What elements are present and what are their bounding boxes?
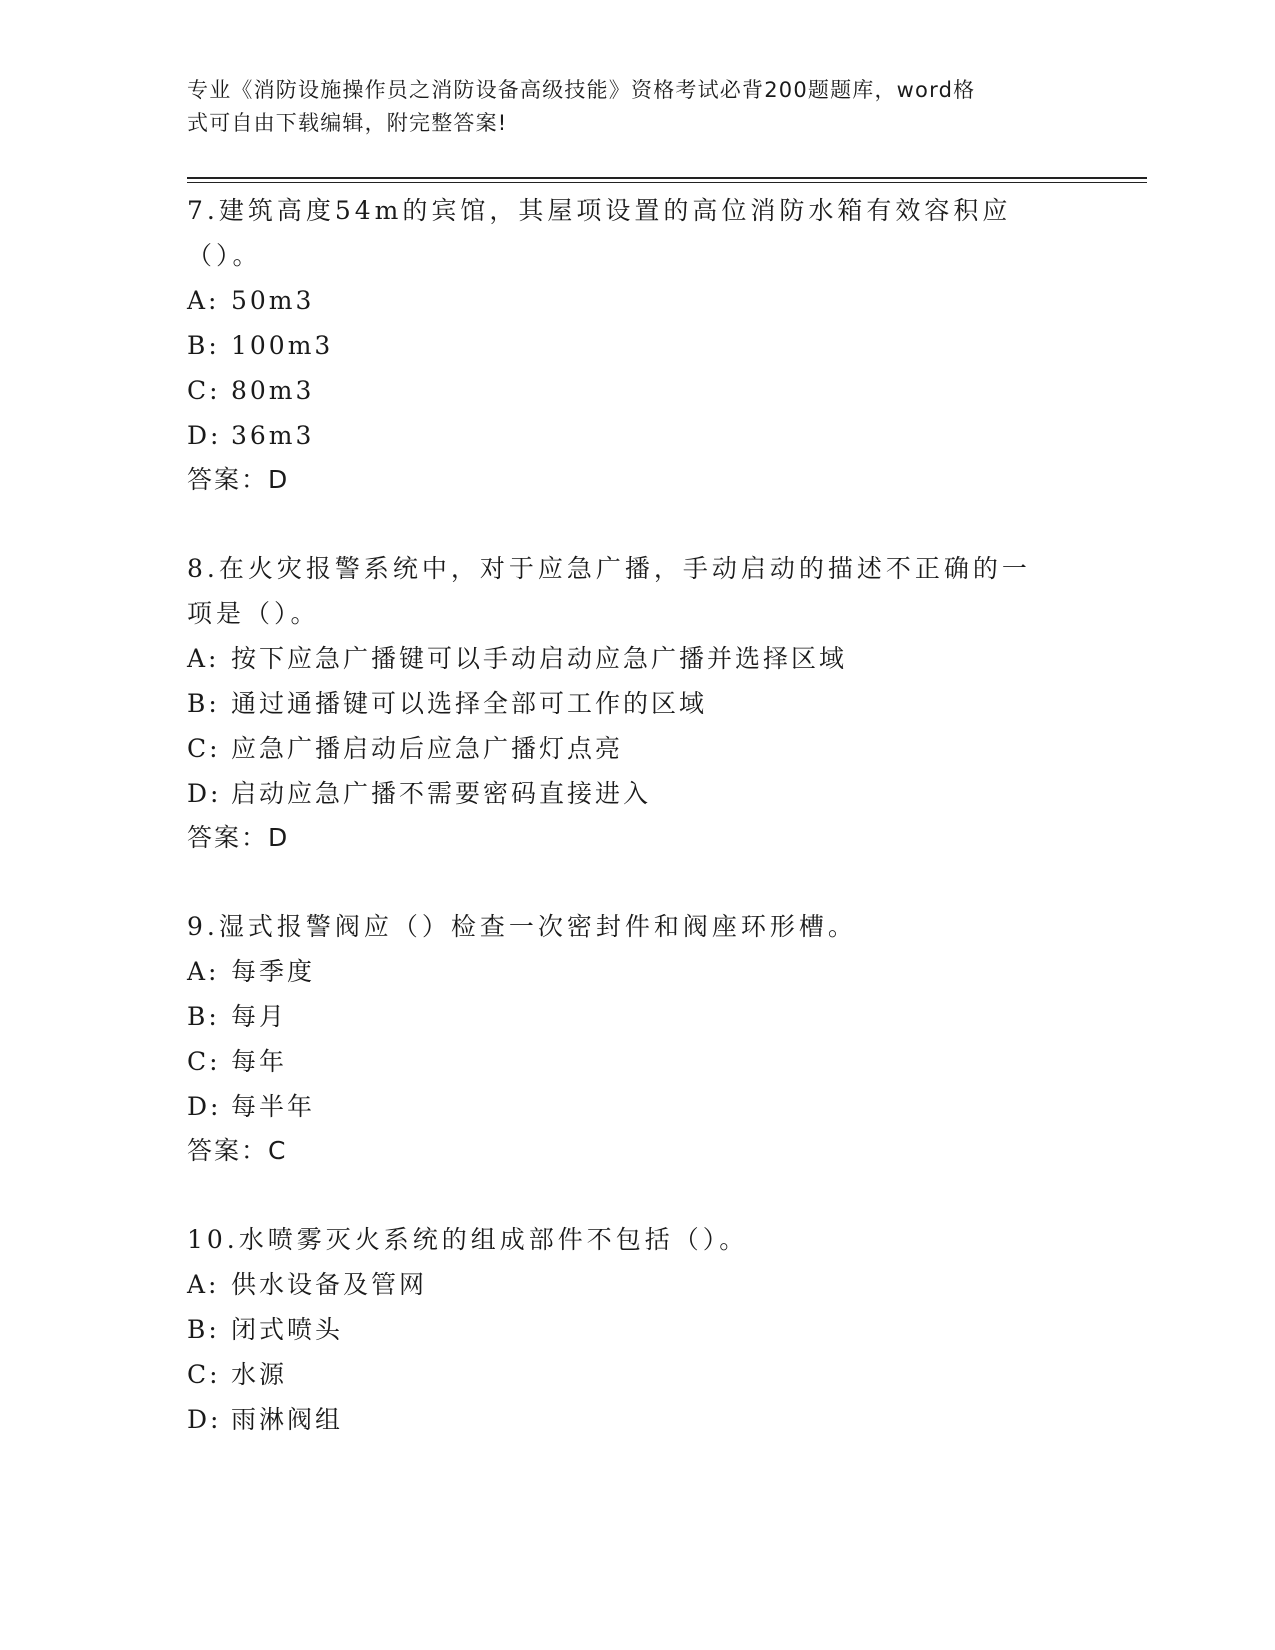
option-key: B: <box>187 689 220 718</box>
option-b <box>187 681 1147 726</box>
document-header <box>187 74 1087 140</box>
option-d <box>187 1397 1147 1442</box>
option-key: A: <box>187 286 220 315</box>
answer-text: 答案：D <box>187 465 290 494</box>
header-divider <box>187 177 1147 183</box>
question-list <box>187 188 1147 1486</box>
option-key: D: <box>187 779 222 808</box>
option-key: C: <box>187 376 221 405</box>
option-key: B: <box>187 331 220 360</box>
option-key: D: <box>187 1405 222 1434</box>
option-text: 应急广播启动后应急广播灯点亮 <box>231 734 624 763</box>
question-stem: 7.建筑高度54m的宾馆，其屋项设置的高位消防水箱有效容积应（）。 <box>187 196 1012 270</box>
question-stem: 10.水喷雾灭火系统的组成部件不包括（）。 <box>187 1225 749 1254</box>
option-c <box>187 368 1147 413</box>
option-d <box>187 1084 1147 1129</box>
option-a <box>187 278 1147 323</box>
option-text: 通过通播键可以选择全部可工作的区域 <box>231 689 708 718</box>
option-text: 供水设备及管网 <box>231 1270 428 1299</box>
option-a <box>187 1262 1147 1307</box>
answer-text: 答案：D <box>187 823 290 852</box>
option-key: C: <box>187 1047 221 1076</box>
option-text: 50m3 <box>231 286 315 315</box>
question-10 <box>187 1217 1147 1442</box>
option-key: A: <box>187 957 220 986</box>
option-text: 每月 <box>231 1002 288 1031</box>
option-a <box>187 636 1147 681</box>
option-text: 100m3 <box>231 331 334 360</box>
option-key: B: <box>187 1002 220 1031</box>
option-key: A: <box>187 1270 220 1299</box>
option-text: 36m3 <box>231 421 315 450</box>
option-text: 闭式喷头 <box>231 1315 344 1344</box>
option-text: 按下应急广播键可以手动启动应急广播并选择区域 <box>231 644 848 673</box>
question-stem: 8.在火灾报警系统中，对于应急广播，手动启动的描述不正确的一项是（）。 <box>187 554 1031 628</box>
option-key: A: <box>187 644 220 673</box>
question-7 <box>187 188 1147 502</box>
option-key: D: <box>187 1092 222 1121</box>
option-key: C: <box>187 734 221 763</box>
option-d <box>187 413 1147 458</box>
option-text: 每年 <box>231 1047 288 1076</box>
option-c <box>187 1352 1147 1397</box>
option-c <box>187 1039 1147 1084</box>
option-key: C: <box>187 1360 221 1389</box>
option-key: B: <box>187 1315 220 1344</box>
option-text: 水源 <box>231 1360 288 1389</box>
answer-text: 答案：C <box>187 1136 288 1165</box>
option-a <box>187 949 1147 994</box>
header-line-2: 式可自由下载编辑，附完整答案! <box>187 111 508 135</box>
option-b <box>187 323 1147 368</box>
option-text: 每半年 <box>231 1092 316 1121</box>
question-9 <box>187 904 1147 1173</box>
option-text: 80m3 <box>231 376 315 405</box>
option-text: 每季度 <box>231 957 316 986</box>
option-b <box>187 1307 1147 1352</box>
option-key: D: <box>187 421 222 450</box>
question-stem: 9.湿式报警阀应（）检查一次密封件和阀座环形槽。 <box>187 912 857 941</box>
option-text: 雨淋阀组 <box>231 1405 344 1434</box>
header-line-1: 专业《消防设施操作员之消防设备高级技能》资格考试必背200题题库，word格 <box>187 78 976 102</box>
option-d <box>187 771 1147 816</box>
option-b <box>187 994 1147 1039</box>
question-8 <box>187 546 1147 860</box>
option-c <box>187 726 1147 771</box>
option-text: 启动应急广播不需要密码直接进入 <box>231 779 652 808</box>
